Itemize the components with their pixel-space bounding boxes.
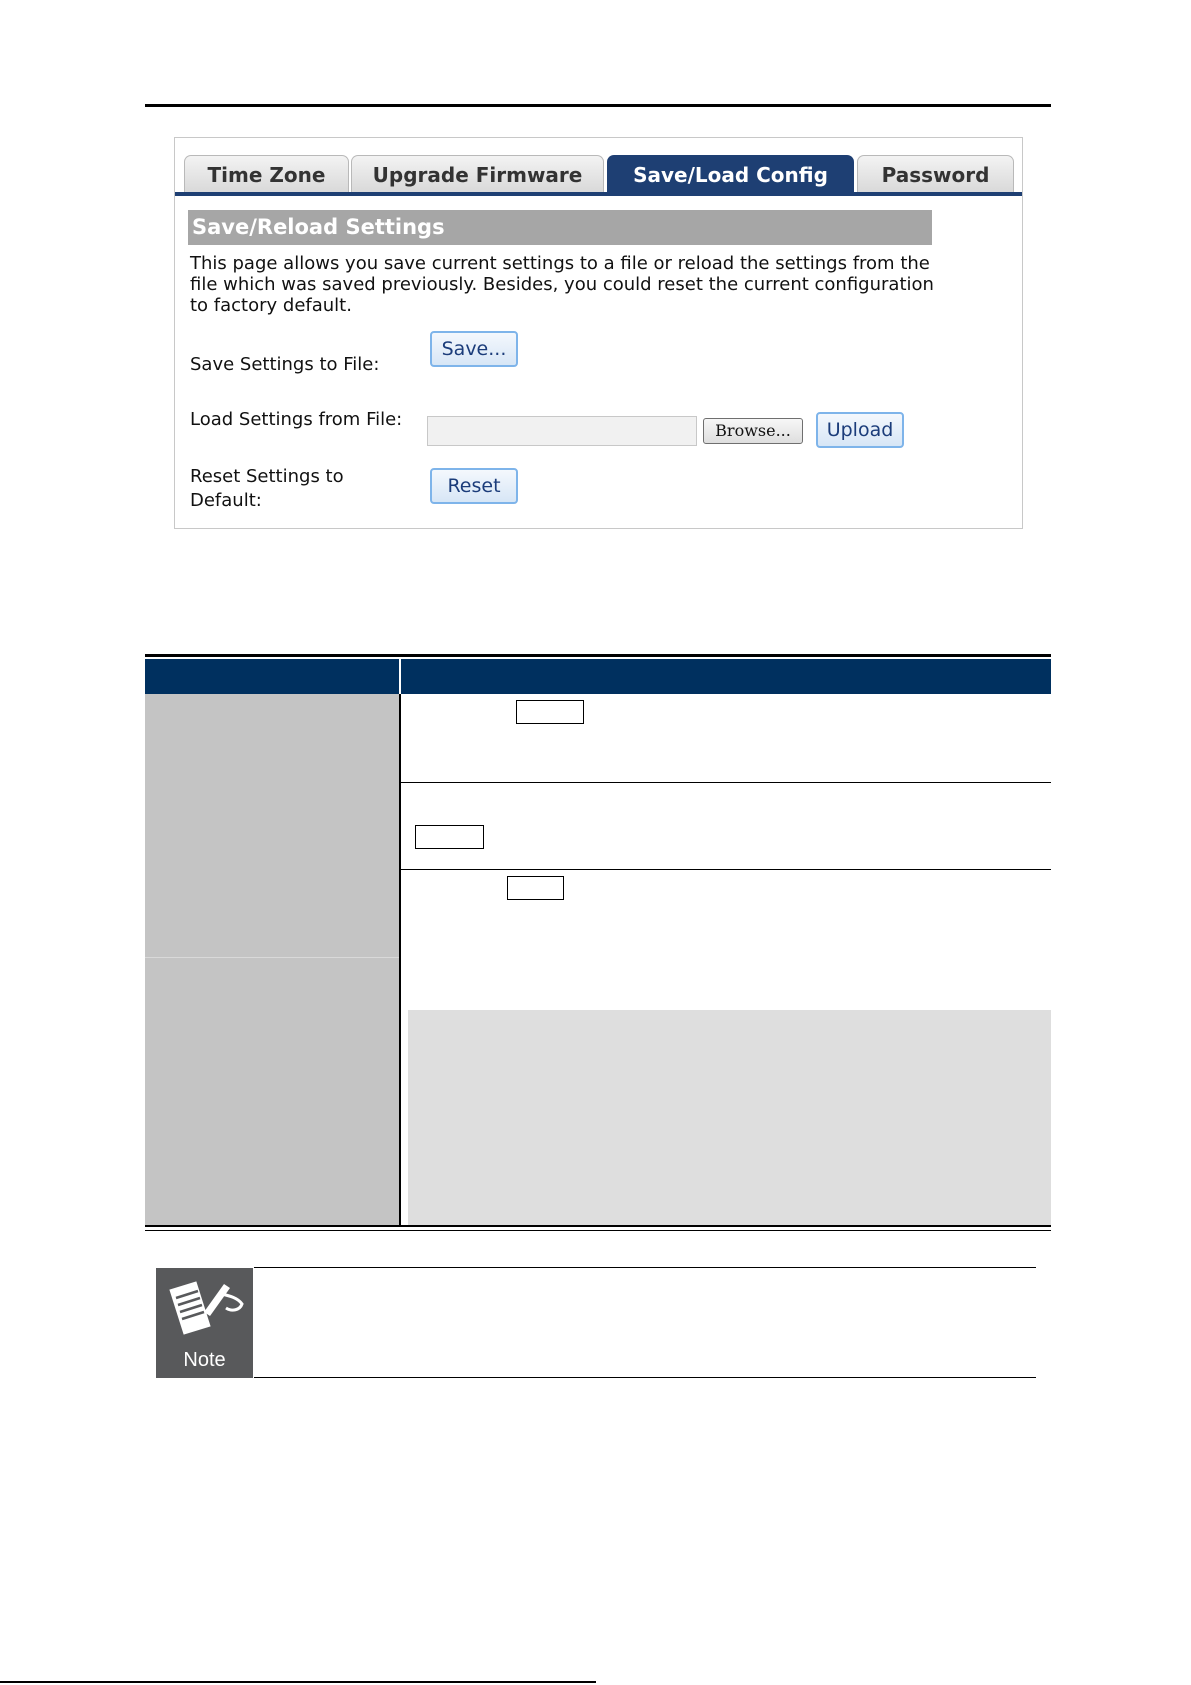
tab-upgrade-firmware[interactable]: Upgrade Firmware [351,155,604,192]
reset-button[interactable]: Reset [430,468,518,504]
button-reference-box [516,700,584,724]
tab-save-load-config[interactable]: Save/Load Config [607,155,854,192]
table-top-rule [145,654,1051,657]
section-description: This page allows you save current settings to a file or reload the settings from the file which was saved previously. Besides, you could reset the current configuration to factory default. [190,253,934,316]
table-header-divider [399,659,401,694]
table-left-column [145,694,399,1225]
tab-underline [175,192,1022,196]
button-reference-box [507,876,564,900]
load-settings-label: Load Settings from File: [190,409,403,430]
table-header [145,659,1051,694]
file-path-input[interactable] [427,416,697,446]
table-bottom-rule [145,1230,1051,1231]
tab-password[interactable]: Password [857,155,1014,192]
left-column-separator [145,957,399,958]
table-row-divider [401,869,1051,870]
note-icon [156,1268,253,1378]
browse-button[interactable]: Browse... [703,418,803,444]
note-bottom-rule [254,1377,1036,1378]
save-settings-label: Save Settings to File: [190,354,380,375]
upload-button[interactable]: Upload [816,412,904,448]
save-button[interactable]: Save... [430,331,518,367]
table-shaded-block [408,1010,1051,1225]
note-top-rule [254,1267,1036,1268]
save-load-config-screenshot [174,137,1023,529]
table-bottom-rule [145,1225,1051,1227]
section-title: Save/Reload Settings [188,210,932,245]
page-header-rule [145,104,1051,107]
tab-time-zone[interactable]: Time Zone [184,155,349,192]
footer-rule [0,1681,596,1683]
note-icon-label: Note [183,1349,226,1371]
table-row-divider [401,782,1051,783]
notepad-pen-icon [156,1268,253,1348]
table-column-divider [399,694,401,1225]
button-reference-box [415,825,484,849]
reset-settings-label: Reset Settings to Default: [190,466,344,511]
